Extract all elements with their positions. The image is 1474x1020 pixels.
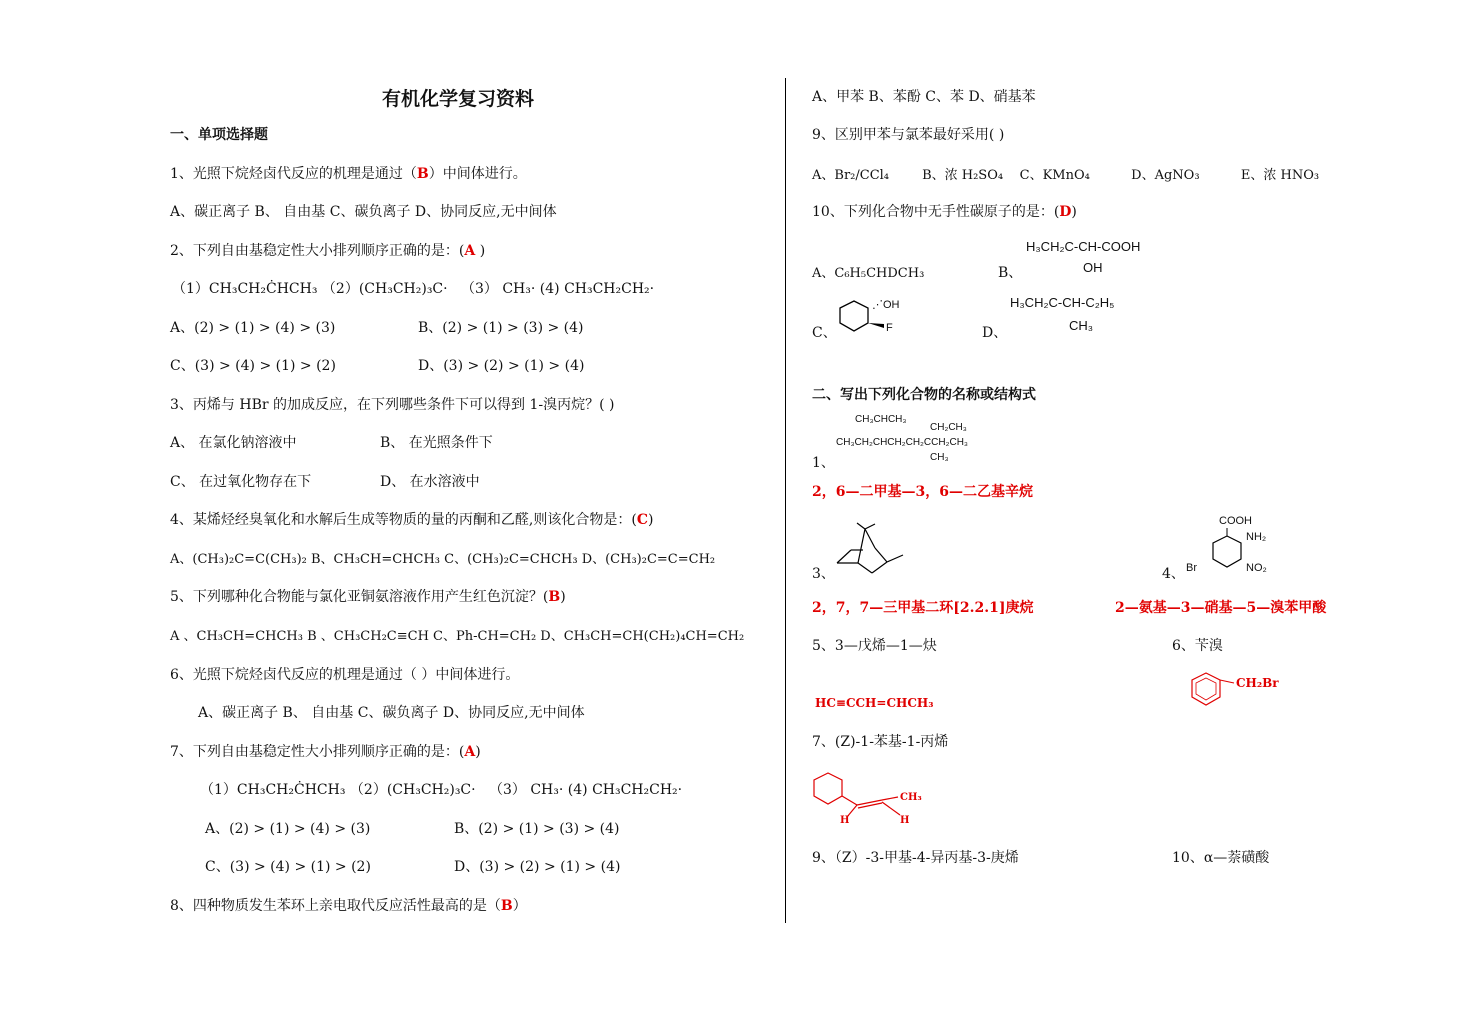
p3-number: 3、 — [812, 566, 835, 582]
question-1-options: A、碳正离子 B、 自由基 C、碳负离子 D、协同反应,无中间体 — [170, 204, 557, 220]
p10-text: 10、α—萘磺酸 — [1172, 850, 1270, 866]
option-b: B、 在光照条件下 — [380, 435, 493, 451]
option-a: A、C₆H₅CHDCH₃ — [812, 266, 925, 281]
option-b: B、(2) > (1) > (3) > (4) — [418, 320, 584, 336]
question-7-radicals: （1）CH₃CH₂ĊHCH₃ （2）(CH₃CH₂)₃C· （3） CH₃· (4) CH₃CH₂CH₂· — [200, 782, 683, 798]
p1-answer: 2，6—二甲基—3，6—二乙基辛烷 — [812, 484, 1033, 500]
option-a: A、(2) > (1) > (4) > (3) — [205, 821, 371, 837]
p9-text: 9、（Z）-3-甲基-4-异丙基-3-庚烯 — [812, 850, 1019, 866]
option-d: D、 — [982, 325, 1008, 341]
br-label: Br — [1186, 562, 1197, 574]
p7-text: 7、(Z)-1-苯基-1-丙烯 — [812, 734, 949, 750]
p6-text: 6、苄溴 — [1172, 638, 1223, 654]
option-c: C、(3) > (4) > (1) > (2) — [205, 859, 371, 875]
benzyl-bromide-structure — [1188, 670, 1238, 710]
option-b: B、 — [998, 265, 1023, 281]
h-label: H — [840, 815, 850, 826]
hydroxy-label: ⋰OH — [872, 299, 900, 311]
question-4: 4、某烯烃经臭氧化和水解后生成等物质的量的丙酮和乙醛,则该化合物是：(C) — [170, 512, 654, 528]
p5-answer: HC≡CCH=CHCH₃ — [815, 696, 934, 710]
question-4-options: A、(CH₃)₂C=C(CH₃)₂ B、CH₃CH=CHCH₃ C、(CH₃)₂C=CHCH₃ D、(CH₃)₂C=C=CH₂ — [170, 552, 716, 567]
p1-branch3: CH₃ — [930, 452, 949, 463]
answer: B — [416, 166, 429, 182]
option-c: C、(3) > (4) > (1) > (2) — [170, 358, 336, 374]
cooh-label: COOH — [1219, 515, 1252, 527]
option-a: A、 在氯化钠溶液中 — [170, 435, 297, 451]
ch3-label: CH₃ — [900, 792, 922, 803]
section-heading-1: 一、单项选择题 — [170, 127, 268, 143]
p1-branch2: CH₂CH₃ — [930, 422, 967, 433]
option-c: C、 — [812, 325, 837, 341]
structure-b-oh: OH — [1083, 260, 1103, 275]
no2-label: NO₂ — [1246, 562, 1267, 574]
structure-d-main: H₃CH₂C-CH-C₂H₅ — [1010, 295, 1115, 310]
h-label: H — [900, 815, 910, 826]
answer: A — [464, 744, 476, 760]
question-6-options: A、碳正离子 B、 自由基 C、碳负离子 D、协同反应,无中间体 — [198, 705, 585, 721]
phenylpropene-structure — [812, 770, 912, 825]
p6-answer: CH₂Br — [1236, 676, 1279, 690]
page-title: 有机化学复习资料 — [382, 88, 535, 110]
answer: B — [548, 589, 561, 605]
question-1: 1、光照下烷烃卤代反应的机理是通过（B）中间体进行。 — [170, 166, 527, 182]
structure-b-main: H₃CH₂C-CH-COOH — [1026, 239, 1141, 254]
fluoro-label: F — [886, 322, 893, 334]
question-5-options: A 、CH₃CH=CHCH₃ B 、CH₃CH₂C≡CH C、Ph-CH=CH₂ D、CH₃CH=CH(CH₂)₄CH=CH₂ — [170, 629, 745, 644]
question-2-radicals: （1）CH₃CH₂ĊHCH₃ （2）(CH₃CH₂)₃C· （3） CH₃· (4) CH₃CH₂CH₂· — [172, 281, 655, 297]
question-5: 5、下列哪种化合物能与氯化亚铜氨溶液作用产生红色沉淀？(B) — [170, 589, 566, 605]
question-9-options: A、Br₂/CCl₄ B、浓 H₂SO₄ C、KMnO₄ D、AgNO₃ E、浓 HNO₃ — [812, 168, 1320, 183]
answer: A — [464, 243, 476, 259]
nh2-label: NH₂ — [1246, 531, 1267, 543]
question-2: 2、下列自由基稳定性大小排列顺序正确的是：(A ) — [170, 243, 486, 259]
p1-branch1: CH₃CHCH₃ — [855, 414, 907, 425]
p4-answer: 2—氨基—3—硝基—5—溴苯甲酸 — [1115, 600, 1327, 616]
norbornane-structure — [835, 520, 910, 580]
question-3: 3、丙烯与 HBr 的加成反应，在下列哪些条件下可以得到 1-溴丙烷？( ) — [170, 397, 615, 413]
p4-number: 4、 — [1162, 566, 1185, 582]
column-divider — [785, 78, 786, 923]
question-6: 6、光照下烷烃卤代反应的机理是通过（ ）中间体进行。 — [170, 667, 520, 683]
p3-answer: 2，7，7—三甲基二环[2.2.1]庚烷 — [812, 600, 1034, 616]
option-d: D、(3) > (2) > (1) > (4) — [418, 358, 585, 374]
question-10: 10、下列化合物中无手性碳原子的是：(D) — [812, 204, 1077, 220]
question-8: 8、四种物质发生苯环上亲电取代反应活性最高的是（B） — [170, 898, 527, 914]
answer: D — [1059, 204, 1072, 220]
question-9: 9、区别甲苯与氯苯最好采用( ) — [812, 127, 1005, 143]
structure-d-ch3: CH₃ — [1069, 318, 1094, 333]
answer: C — [636, 512, 648, 528]
answer: B — [500, 898, 513, 914]
section-heading-2: 二、写出下列化合物的名称或结构式 — [812, 387, 1036, 403]
question-7: 7、下列自由基稳定性大小排列顺序正确的是：(A) — [170, 744, 481, 760]
option-b: B、(2) > (1) > (3) > (4) — [454, 821, 620, 837]
option-c: C、 在过氧化物存在下 — [170, 474, 312, 490]
option-d: D、(3) > (2) > (1) > (4) — [454, 859, 621, 875]
p1-number: 1、 — [812, 455, 835, 471]
p1-main-chain: CH₃CH₂CHCH₂CH₂CCH₂CH₃ — [836, 437, 968, 448]
option-a: A、(2) > (1) > (4) > (3) — [170, 320, 336, 336]
option-d: D、 在水溶液中 — [380, 474, 480, 490]
p5-text: 5、3—戊烯—1—炔 — [812, 638, 937, 654]
question-8-options: A、甲苯 B、苯酚 C、苯 D、硝基苯 — [812, 89, 1036, 105]
